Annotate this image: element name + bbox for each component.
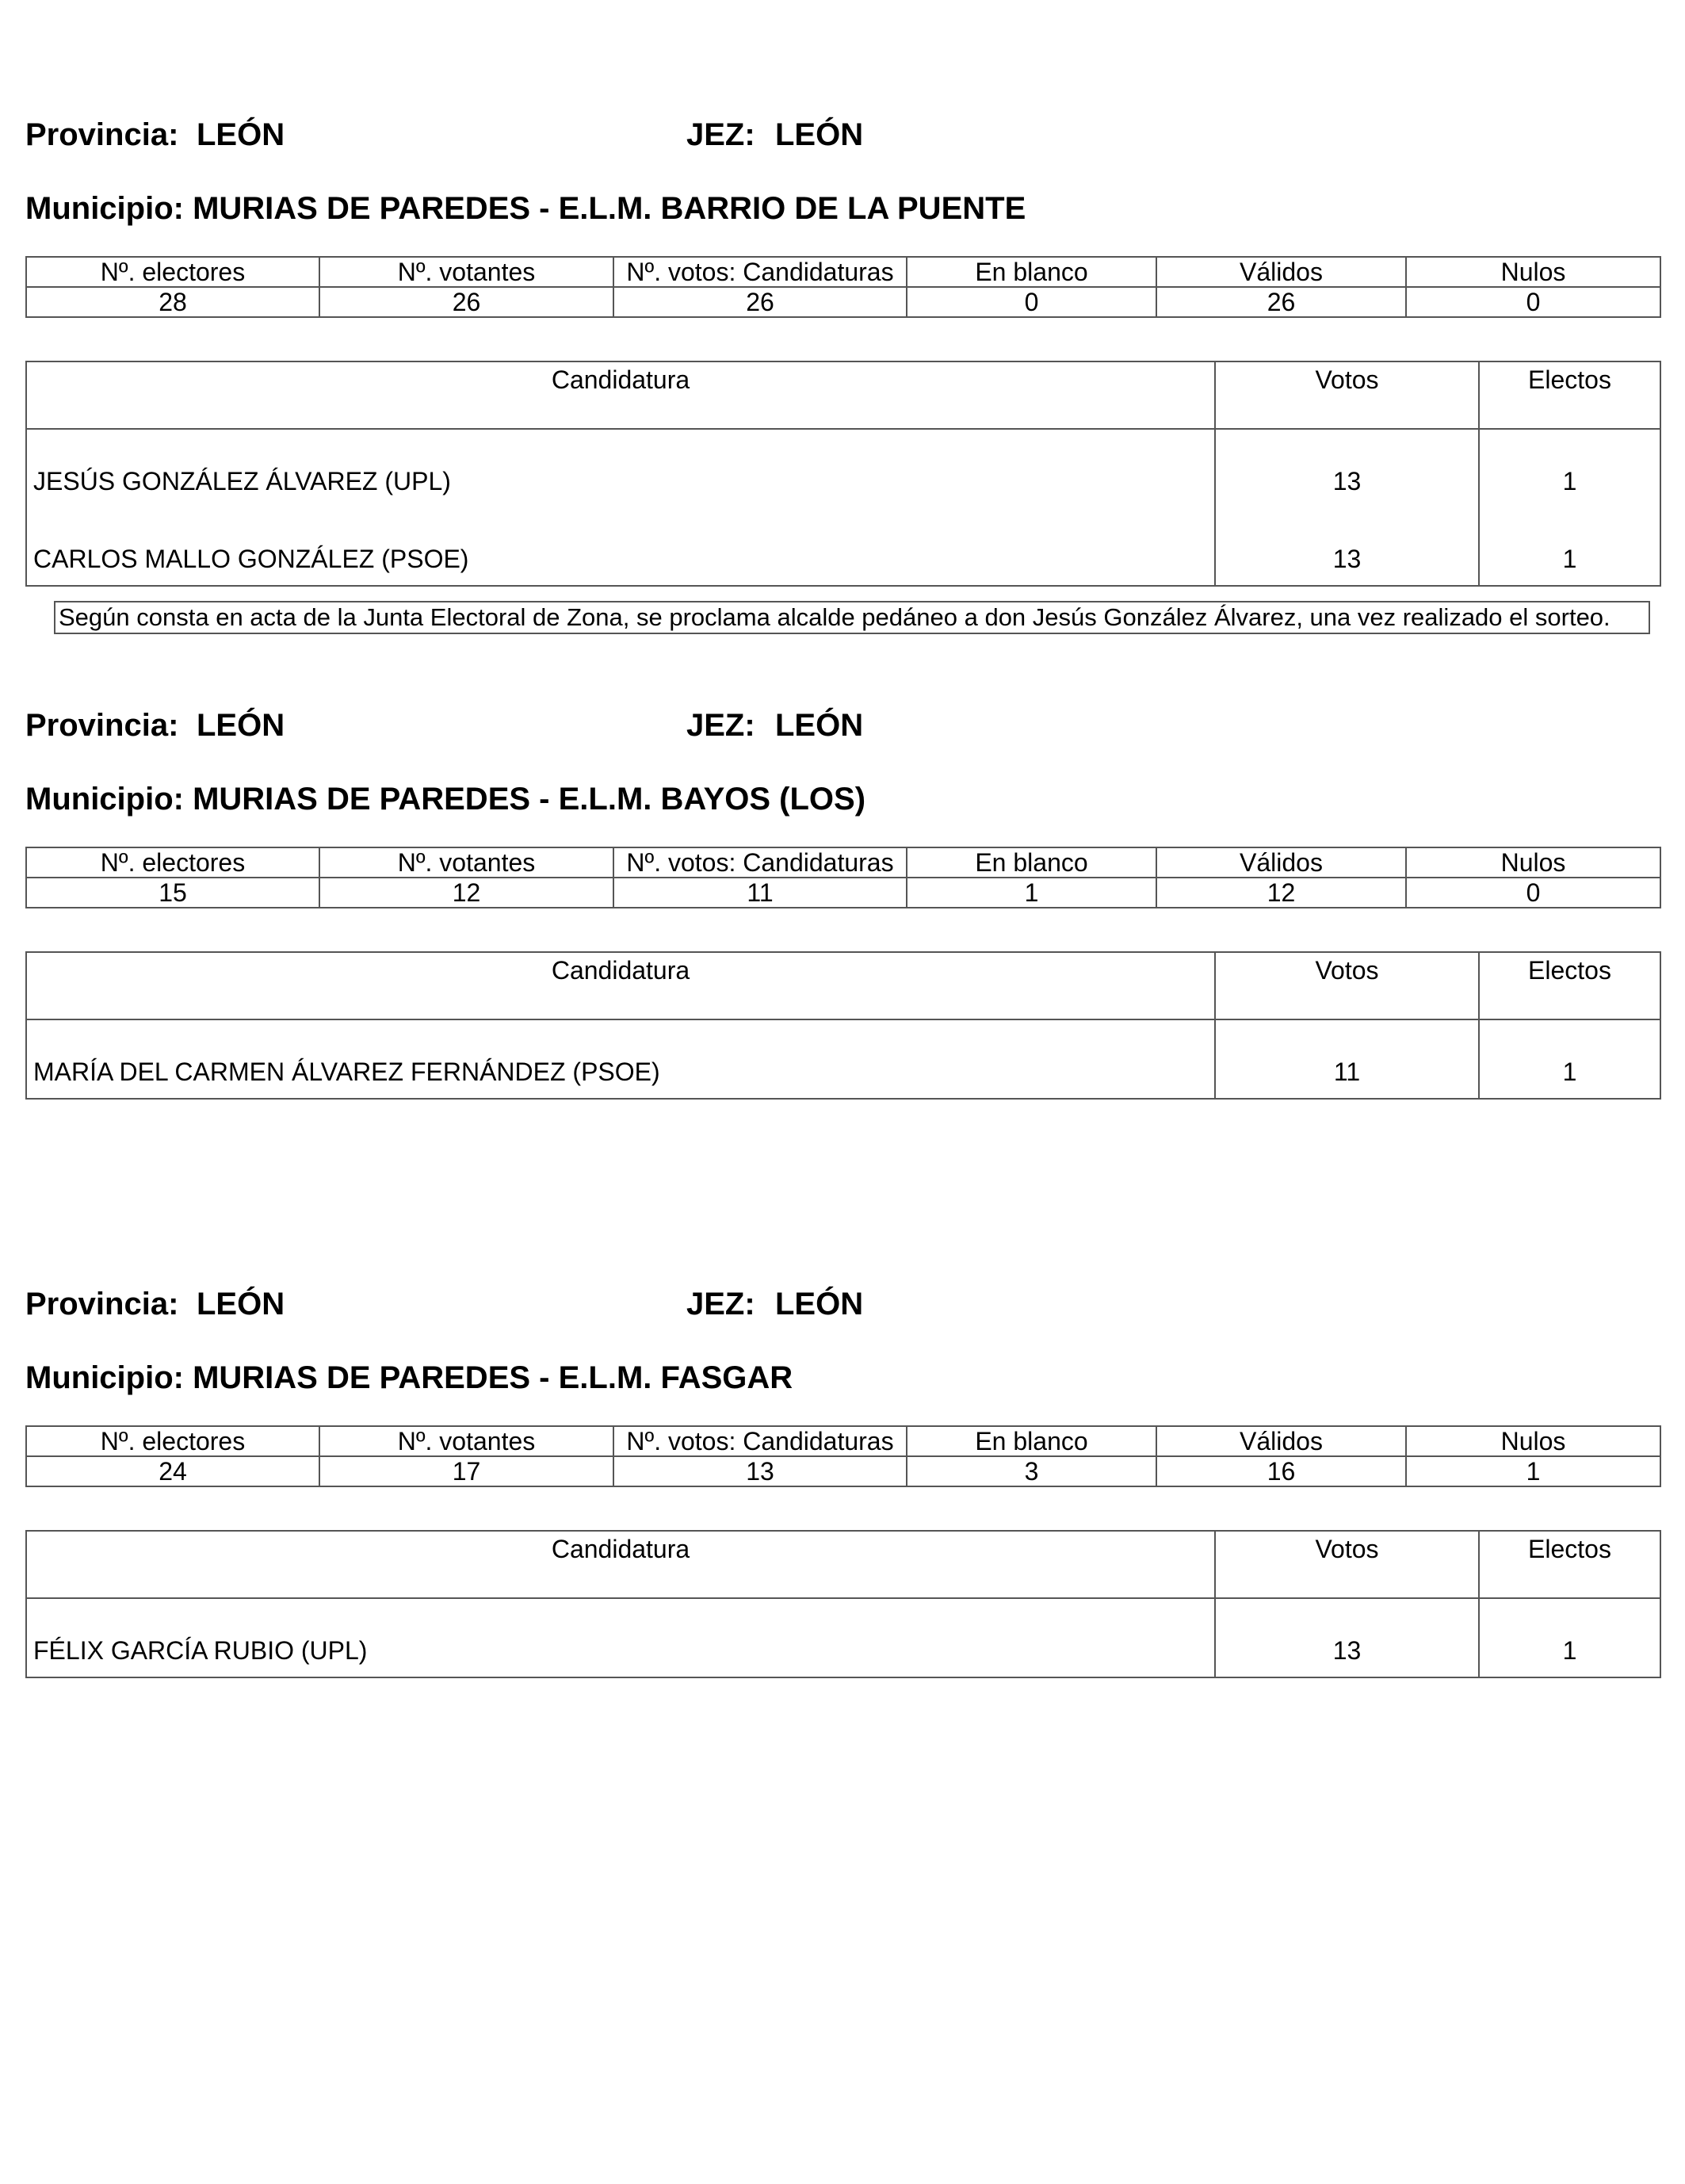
value-votantes: 26 <box>319 287 613 317</box>
candidate-votos: 13 <box>1215 429 1479 507</box>
value-electores: 15 <box>26 878 319 908</box>
candidates-table <box>25 951 1661 1100</box>
value-votantes: 17 <box>319 1456 613 1486</box>
header-candidatura: Candidatura <box>26 1531 1215 1598</box>
candidate-votos: 13 <box>1215 1598 1479 1677</box>
provincia-value: LEÓN <box>197 708 285 743</box>
value-votos-candidaturas: 13 <box>613 1456 907 1486</box>
header-electos: Electos <box>1479 1531 1660 1598</box>
municipio-title: Municipio: MURIAS DE PAREDES - E.L.M. FASGAR <box>25 1360 793 1395</box>
stats-table <box>25 1425 1661 1487</box>
proclamation-note: Según consta en acta de la Junta Electoral de Zona, se proclama alcalde pedáneo a don Jesús González Álvarez, una vez realizado el sorteo. <box>54 601 1650 634</box>
stats-table <box>25 847 1661 908</box>
header-nulos: Nulos <box>1406 257 1660 287</box>
header-votos-candidaturas: Nº. votos: Candidaturas <box>613 847 907 878</box>
stats-value-row <box>26 287 1660 317</box>
election-section-2 <box>25 706 1660 1086</box>
municipio-title: Municipio: MURIAS DE PAREDES - E.L.M. BAYOS (LOS) <box>25 782 866 817</box>
header-electos: Electos <box>1479 361 1660 429</box>
province-row <box>25 115 1660 155</box>
value-votos-candidaturas: 11 <box>613 878 907 908</box>
candidate-electos: 1 <box>1479 1598 1660 1677</box>
header-votos-candidaturas: Nº. votos: Candidaturas <box>613 1426 907 1456</box>
value-en-blanco: 0 <box>907 287 1156 317</box>
jez-label: JEZ: <box>686 1287 755 1321</box>
value-votos-candidaturas: 26 <box>613 287 907 317</box>
provincia-label: Provincia: <box>25 117 179 152</box>
stats-value-row <box>26 878 1660 908</box>
header-nulos: Nulos <box>1406 847 1660 878</box>
value-validos: 26 <box>1156 287 1406 317</box>
election-section-3 <box>25 1284 1660 1665</box>
value-validos: 12 <box>1156 878 1406 908</box>
header-candidatura: Candidatura <box>26 361 1215 429</box>
header-en-blanco: En blanco <box>907 847 1156 878</box>
candidates-header-row <box>26 361 1660 429</box>
candidate-row <box>26 429 1660 507</box>
header-en-blanco: En blanco <box>907 257 1156 287</box>
header-en-blanco: En blanco <box>907 1426 1156 1456</box>
province-row <box>25 706 1660 745</box>
municipio-title: Municipio: MURIAS DE PAREDES - E.L.M. BARRIO DE LA PUENTE <box>25 191 1026 226</box>
value-nulos: 0 <box>1406 878 1660 908</box>
header-validos: Válidos <box>1156 847 1406 878</box>
value-electores: 28 <box>26 287 319 317</box>
header-validos: Válidos <box>1156 257 1406 287</box>
candidate-name: FÉLIX GARCÍA RUBIO (UPL) <box>26 1598 1215 1677</box>
candidate-name: MARÍA DEL CARMEN ÁLVAREZ FERNÁNDEZ (PSOE) <box>26 1019 1215 1099</box>
provincia-label: Provincia: <box>25 1287 179 1321</box>
value-votantes: 12 <box>319 878 613 908</box>
provincia-value: LEÓN <box>197 117 285 152</box>
header-votos-candidaturas: Nº. votos: Candidaturas <box>613 257 907 287</box>
candidate-row <box>26 507 1660 586</box>
header-electores: Nº. electores <box>26 257 319 287</box>
candidates-header-row <box>26 1531 1660 1598</box>
candidates-table <box>25 1530 1661 1678</box>
province-row <box>25 1284 1660 1324</box>
jez-value: LEÓN <box>775 1287 864 1321</box>
election-section-1 <box>25 115 1660 631</box>
header-votantes: Nº. votantes <box>319 257 613 287</box>
value-electores: 24 <box>26 1456 319 1486</box>
header-electos: Electos <box>1479 952 1660 1019</box>
stats-value-row <box>26 1456 1660 1486</box>
provincia-value: LEÓN <box>197 1287 285 1321</box>
header-validos: Válidos <box>1156 1426 1406 1456</box>
candidate-electos: 1 <box>1479 429 1660 507</box>
header-votos: Votos <box>1215 361 1479 429</box>
candidate-name: JESÚS GONZÁLEZ ÁLVAREZ (UPL) <box>26 429 1215 507</box>
candidate-row <box>26 1598 1660 1677</box>
candidate-votos: 13 <box>1215 507 1479 586</box>
jez-label: JEZ: <box>686 708 755 743</box>
candidate-name: CARLOS MALLO GONZÁLEZ (PSOE) <box>26 507 1215 586</box>
value-en-blanco: 1 <box>907 878 1156 908</box>
candidate-votos: 11 <box>1215 1019 1479 1099</box>
value-nulos: 1 <box>1406 1456 1660 1486</box>
value-en-blanco: 3 <box>907 1456 1156 1486</box>
stats-header-row <box>26 257 1660 287</box>
candidate-electos: 1 <box>1479 1019 1660 1099</box>
jez-value: LEÓN <box>775 117 864 152</box>
header-votantes: Nº. votantes <box>319 847 613 878</box>
header-votos: Votos <box>1215 952 1479 1019</box>
candidates-header-row <box>26 952 1660 1019</box>
stats-header-row <box>26 1426 1660 1456</box>
header-electores: Nº. electores <box>26 1426 319 1456</box>
candidate-row <box>26 1019 1660 1099</box>
value-nulos: 0 <box>1406 287 1660 317</box>
header-candidatura: Candidatura <box>26 952 1215 1019</box>
value-validos: 16 <box>1156 1456 1406 1486</box>
header-electores: Nº. electores <box>26 847 319 878</box>
header-nulos: Nulos <box>1406 1426 1660 1456</box>
candidates-table <box>25 361 1661 587</box>
jez-value: LEÓN <box>775 708 864 743</box>
candidate-electos: 1 <box>1479 507 1660 586</box>
provincia-label: Provincia: <box>25 708 179 743</box>
stats-table <box>25 256 1661 318</box>
header-votantes: Nº. votantes <box>319 1426 613 1456</box>
jez-label: JEZ: <box>686 117 755 152</box>
header-votos: Votos <box>1215 1531 1479 1598</box>
stats-header-row <box>26 847 1660 878</box>
